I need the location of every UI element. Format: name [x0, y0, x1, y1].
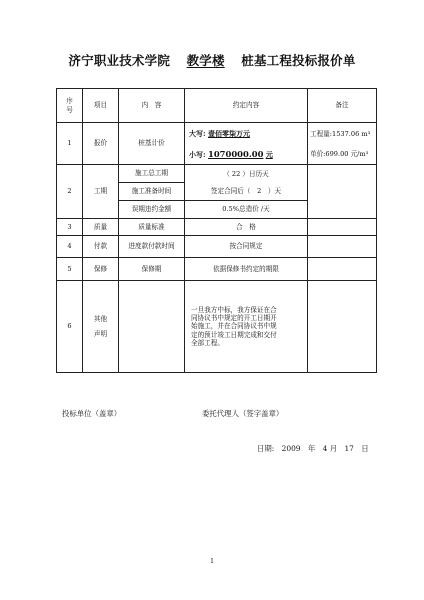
- quotation-table: [56, 88, 377, 373]
- row2-item: 工期: [83, 165, 119, 219]
- row5-no: 5: [57, 258, 83, 281]
- header-agreed: 约定内容: [185, 89, 308, 123]
- row6-declaration: [185, 281, 308, 373]
- lower-amount-value: 1070000.00: [208, 148, 264, 159]
- row4-remarks: [308, 236, 377, 258]
- row5-remarks: [308, 258, 377, 281]
- row3-content: 质量标准: [119, 219, 185, 236]
- total-duration-label: 施工总工期: [135, 169, 168, 177]
- prep-time-label: 施工准备时间: [119, 182, 184, 200]
- row6-item-line2: 声明: [93, 329, 108, 338]
- delay-penalty-value: 0.5%总造价 /天: [185, 200, 307, 218]
- title-project-name: 教学楼: [186, 53, 225, 68]
- declaration-line: 定的预计竣工日期完成和交付: [191, 330, 277, 339]
- quantity-remark: 工程量:1537.06 m³: [310, 129, 371, 138]
- total-duration-value: （ 22 ）日历天: [223, 169, 269, 178]
- row2-agreed: [185, 165, 308, 219]
- title-prefix: 济宁职业技术学院: [68, 53, 171, 68]
- row3-remarks: [308, 219, 377, 236]
- table-row: [57, 219, 377, 236]
- row1-remarks: [308, 123, 377, 165]
- delay-penalty-label: 误期违约金额: [119, 200, 184, 218]
- prep-time-value: 签定合同后（ 2 ）天: [210, 186, 282, 195]
- declaration-line: 始施工，并在合同协议书中规: [191, 322, 277, 331]
- row5-content: 保修期: [119, 258, 185, 281]
- row6-no: 6: [57, 281, 83, 373]
- row1-item: 报价: [83, 123, 119, 165]
- agent-signature-label: 委托代理人（签字盖章）: [202, 409, 284, 418]
- declaration-line: 一旦我方中标，我方保证在合: [191, 305, 277, 314]
- row5-agreed: 依据保修书约定的期限: [185, 258, 308, 281]
- row4-no: 4: [57, 236, 83, 258]
- table-row: [57, 236, 377, 258]
- table-row: [57, 165, 377, 219]
- date-line: 日期: 2009 年 4 月 17 日: [257, 444, 369, 453]
- row1-content: 桩基计价: [119, 123, 185, 165]
- header-item: 项目: [83, 89, 119, 123]
- row1-no: 1: [57, 123, 83, 165]
- declaration-line: 同协议书中规定的开工日期开: [191, 314, 277, 323]
- row3-agreed: 合 格: [185, 219, 308, 236]
- page-number: 1: [210, 558, 214, 565]
- row4-item: 付款: [83, 236, 119, 258]
- upper-amount-value: 壹佰零柒万元: [208, 128, 251, 138]
- row2-no: 2: [57, 165, 83, 219]
- unit-price-remark: 单价:699.00 元/m³: [310, 149, 369, 158]
- header-no: 序号: [57, 89, 83, 123]
- row5-item: 保修: [83, 258, 119, 281]
- row4-content: 进度款付款时间: [119, 236, 185, 258]
- row4-agreed: 按合同规定: [185, 236, 308, 258]
- declaration-line: 全部工程。: [191, 338, 224, 347]
- row3-item: 质量: [83, 219, 119, 236]
- row1-price-cell: [185, 123, 308, 165]
- bidder-signature-label: 投标单位（盖章）: [62, 409, 122, 418]
- header-content: 内 容: [119, 89, 185, 123]
- row6-item: [83, 281, 119, 373]
- table-row: [57, 123, 377, 165]
- row2-content: [119, 165, 185, 219]
- lower-amount-label: 小写:: [189, 149, 206, 159]
- header-remarks: 备注: [308, 89, 377, 123]
- lower-amount-unit: 元: [265, 149, 273, 159]
- title-suffix: 桩基工程投标报价单: [241, 53, 356, 68]
- table-header-row: [57, 89, 377, 123]
- row2-remarks: [308, 165, 377, 219]
- table-row: [57, 281, 377, 373]
- row3-no: 3: [57, 219, 83, 236]
- table-row: [57, 258, 377, 281]
- row6-remarks: [308, 281, 377, 373]
- upper-amount-label: 大写:: [189, 128, 206, 138]
- row6-content: [119, 281, 185, 373]
- document-title: [0, 51, 424, 69]
- row6-item-line1: 其他: [93, 314, 108, 323]
